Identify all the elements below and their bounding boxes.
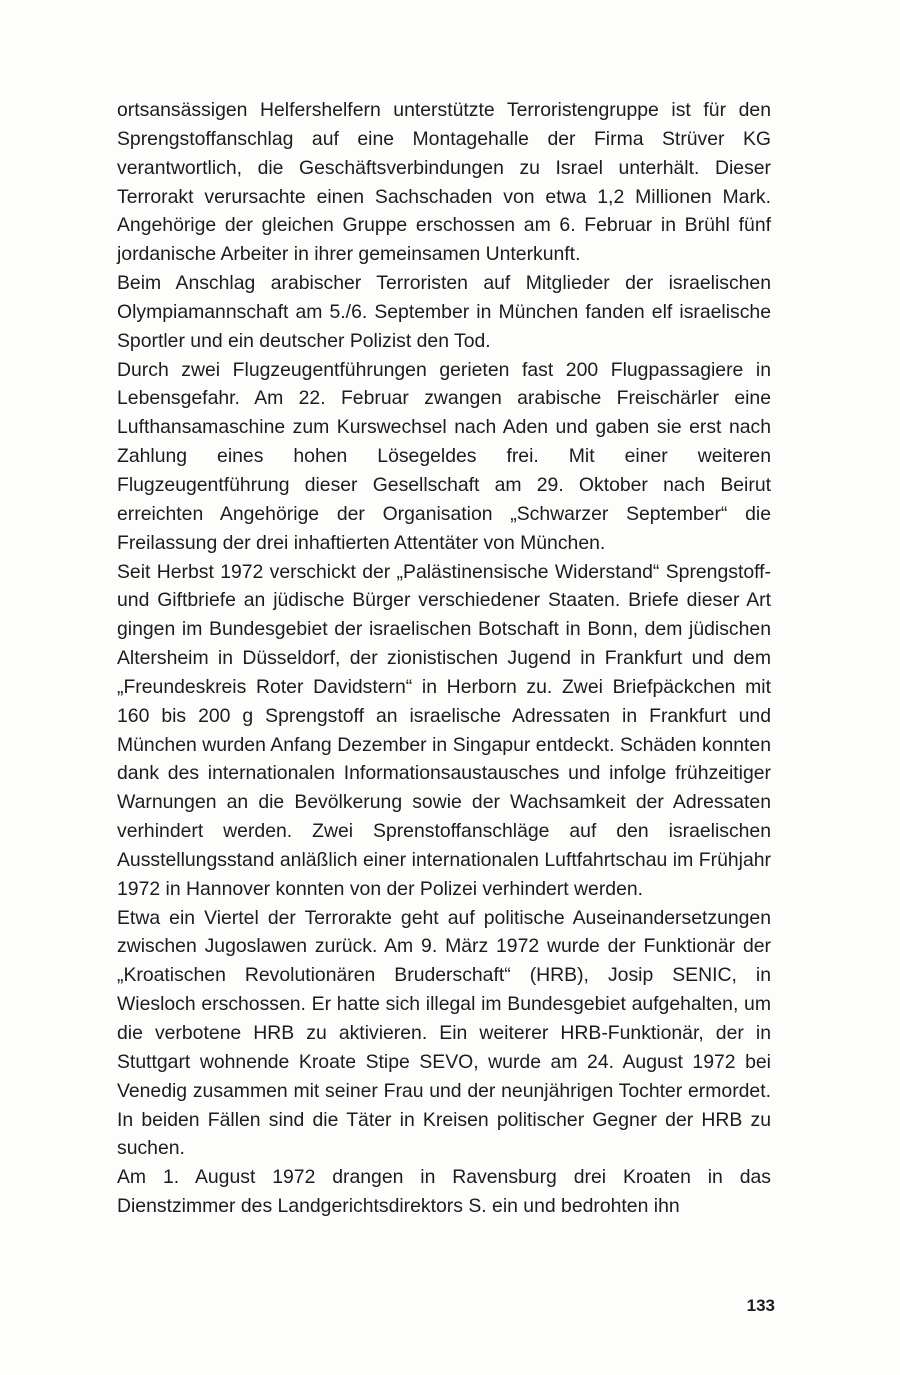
paragraph-5: Etwa ein Viertel der Terrorakte geht auf politische Auseinandersetzungen zwischen Jugoslawen zurück. Am 9. März 1972 wurde der Funktionär der „Kroatischen Revolutionären Bruderschaft“ (HRB), Josip SENIC, in Wiesloch erschossen. Er hatte sich illegal im Bundesgebiet aufgehalten, um die verbotene HRB zu aktivieren. Ein weiterer HRB-Funktionär, der in Stuttgart wohnende Kroate Stipe SEVO, wurde am 24. August 1972 bei Venedig zusammen mit seiner Frau und der neunjährigen Tochter ermordet. In beiden Fällen sind die Täter in Kreisen politischer Gegner der HRB zu suchen. [117, 906, 771, 1160]
paragraph-1: ortsansässigen Helfershelfern unterstützte Terroristengruppe ist für den Sprengstoffanschlag auf eine Montagehalle der Firma Strüver KG verantwortlich, die Geschäftsverbindungen zu Israel unterhält. Dieser Terrorakt verursachte einen Sachschaden von etwa 1,2 Millionen Mark. Angehörige der gleichen Gruppe erschossen am 6. Februar in Brühl fünf jordanische Arbeiter in ihrer gemeinsamen Unterkunft. [117, 99, 771, 266]
paragraph-4: Seit Herbst 1972 verschickt der „Palästinensische Widerstand“ Sprengstoff- und Giftbriefe an jüdische Bürger verschiedener Staaten. Briefe dieser Art gingen im Bundesgebiet der israelischen Botschaft in Bonn, dem jüdischen Altersheim in Düsseldorf, der zionistischen Jugend in Frankfurt und dem „Freundeskreis Roter Davidstern“ in Herborn zu. Zwei Briefpäckchen mit 160 bis 200 g Sprengstoff an israelische Adressaten in Frankfurt und München wurden Anfang Dezember in Singapur entdeckt. Schäden konnten dank des internationalen Informationsaustausches und infolge frühzeitiger Warnungen an die Bevölkerung sowie der Wachsamkeit der Adressaten verhindert werden. Zwei Sprenstoffanschläge auf den israelischen Ausstellungsstand anläßlich einer internationalen Luftfahrtschau im Frühjahr 1972 in Hannover konnten von der Polizei verhindert werden. [117, 560, 771, 900]
page-number: 133 [746, 1296, 775, 1315]
paragraph-6: Am 1. August 1972 drangen in Ravensburg drei Kroaten in das Dienstzimmer des Landgerichtsdirektors S. ein und bedrohten ihn [117, 1166, 771, 1218]
paragraph-2: Beim Anschlag arabischer Terroristen auf Mitglieder der israelischen Olympiamannschaft am 5./6. September in München fanden elf israelische Sportler und ein deutscher Polizist den Tod. [117, 272, 771, 352]
paragraph-3: Durch zwei Flugzeugentführungen gerieten fast 200 Flugpassagiere in Lebensgefahr. Am 22. Februar zwangen arabische Freischärler eine Lufthansamaschine zum Kurswechsel nach Aden und gaben sie erst nach Zahlung eines hohen Lösegeldes frei. Mit einer weiteren Flugzeugentführung dieser Gesellschaft am 29. Oktober nach Beirut erreichten Angehörige der Organisation „Schwarzer September“ die Freilassung der drei inhaftierten Attentäter von München. [117, 358, 771, 554]
body-text [117, 96, 771, 1221]
